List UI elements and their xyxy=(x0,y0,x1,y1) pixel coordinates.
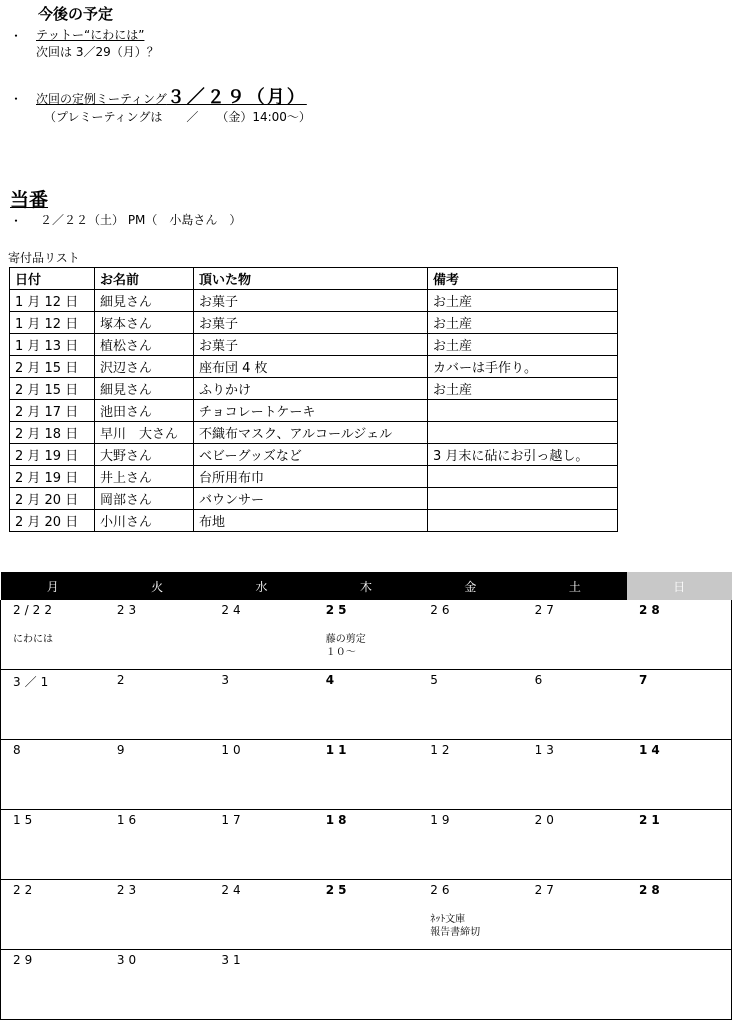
calendar-day xyxy=(627,880,731,950)
day-number: 19 xyxy=(430,813,454,827)
calendar-day xyxy=(314,950,418,1020)
table-row xyxy=(10,488,618,510)
day-number: 15 xyxy=(13,813,37,827)
table-row xyxy=(10,444,618,466)
day-number: 30 xyxy=(116,953,141,967)
meeting-sub: （プレミーティングは ／ （金）14:00〜） xyxy=(44,110,311,124)
event-note: にわには xyxy=(13,634,53,645)
calendar-day xyxy=(105,880,209,950)
schedule-title: 今後の予定 xyxy=(38,5,114,23)
calendar-day xyxy=(1,600,105,670)
header-notes: 備考 xyxy=(428,268,618,290)
cell-date: 2 月 18 日 xyxy=(10,422,95,444)
table-header-row xyxy=(10,268,618,290)
day-number: 2/22 xyxy=(13,603,56,617)
cell-name: 沢辺さん xyxy=(95,356,194,378)
calendar-day xyxy=(523,950,627,1020)
day-number: 28 xyxy=(639,603,664,617)
calendar-day xyxy=(418,600,522,670)
calendar-day xyxy=(627,810,731,880)
table-row xyxy=(10,400,618,422)
day-number: 28 xyxy=(639,883,664,897)
duty-title: 当番 xyxy=(10,189,49,211)
day-number: 24 xyxy=(221,603,245,617)
calendar-day xyxy=(418,810,522,880)
schedule-item-1-sub: 次回は 3／29（月）？ xyxy=(36,45,159,59)
cell-item: お菓子 xyxy=(194,290,428,312)
day-number: 18 xyxy=(325,813,351,827)
weekday-header: 土 xyxy=(523,572,627,600)
calendar-day xyxy=(1,880,105,950)
day-number: 21 xyxy=(639,813,664,827)
cell-name: 塚本さん xyxy=(95,312,194,334)
cell-date: 2 月 15 日 xyxy=(10,378,95,400)
calendar xyxy=(0,572,732,1020)
table-row xyxy=(10,510,618,532)
table-row xyxy=(10,422,618,444)
calendar-day xyxy=(627,950,731,1020)
calendar-day xyxy=(523,810,627,880)
day-number: 27 xyxy=(534,883,558,897)
cell-item: 不織布マスク、アルコールジェル xyxy=(194,422,428,444)
day-number: 22 xyxy=(13,883,37,897)
cell-notes xyxy=(428,400,618,422)
cell-name: 早川 大さん xyxy=(95,422,194,444)
calendar-day xyxy=(105,740,209,810)
day-number: 16 xyxy=(116,813,141,827)
day-number: 9 xyxy=(116,743,129,757)
calendar-day xyxy=(314,740,418,810)
calendar-day xyxy=(1,740,105,810)
cell-notes: お土産 xyxy=(428,312,618,334)
day-number: 14 xyxy=(639,743,664,757)
cell-notes xyxy=(428,422,618,444)
calendar-day xyxy=(627,600,731,670)
bullet: ・ xyxy=(10,214,23,228)
day-number: 25 xyxy=(325,883,351,897)
day-number: 29 xyxy=(13,953,37,967)
cell-item: 座布団 4 枚 xyxy=(194,356,428,378)
calendar-day xyxy=(105,810,209,880)
calendar-day xyxy=(1,670,105,740)
cell-notes: 3 月末に砧にお引っ越し。 xyxy=(428,444,618,466)
day-number: 11 xyxy=(325,743,351,757)
day-number: 12 xyxy=(430,743,454,757)
table-row xyxy=(10,356,618,378)
cell-date: 2 月 20 日 xyxy=(10,510,95,532)
cell-date: 2 月 20 日 xyxy=(10,488,95,510)
day-number: 7 xyxy=(639,673,652,687)
day-number: 8 xyxy=(13,743,25,757)
cell-notes xyxy=(428,488,618,510)
day-number: 27 xyxy=(534,603,558,617)
cell-date: 2 月 19 日 xyxy=(10,444,95,466)
cell-date: 1 月 12 日 xyxy=(10,290,95,312)
weekday-header: 金 xyxy=(418,572,522,600)
calendar-day xyxy=(209,600,313,670)
calendar-header xyxy=(1,572,732,600)
calendar-day xyxy=(209,670,313,740)
cell-item: ベビーグッズなど xyxy=(194,444,428,466)
day-number: 25 xyxy=(325,603,351,617)
day-number: 6 xyxy=(534,673,547,687)
day-number: 17 xyxy=(221,813,245,827)
cell-name: 井上さん xyxy=(95,466,194,488)
calendar-day xyxy=(314,810,418,880)
day-number: 3／1 xyxy=(13,675,53,689)
meeting-label: 次回の定例ミーティング xyxy=(36,92,167,106)
cell-date: 2 月 19 日 xyxy=(10,466,95,488)
calendar-day xyxy=(627,740,731,810)
cell-name: 植松さん xyxy=(95,334,194,356)
day-number: 4 xyxy=(325,673,339,687)
table-row xyxy=(10,378,618,400)
cell-item: バウンサー xyxy=(194,488,428,510)
calendar-day xyxy=(314,670,418,740)
calendar-day xyxy=(418,950,522,1020)
header-date: 日付 xyxy=(10,268,95,290)
table-row xyxy=(10,312,618,334)
cell-name: 細見さん xyxy=(95,378,194,400)
cell-notes xyxy=(428,466,618,488)
donation-table xyxy=(9,267,618,532)
day-number: 3 xyxy=(221,673,233,687)
day-number: 23 xyxy=(116,883,141,897)
calendar-day xyxy=(523,880,627,950)
calendar-week xyxy=(1,950,732,1020)
cell-date: 2 月 17 日 xyxy=(10,400,95,422)
weekday-header: 日 xyxy=(627,572,731,600)
day-number: 20 xyxy=(534,813,558,827)
calendar-day xyxy=(209,950,313,1020)
schedule-item-1: テットー“にわには” xyxy=(36,28,145,42)
calendar-day xyxy=(523,600,627,670)
calendar-day xyxy=(523,740,627,810)
cell-notes: お土産 xyxy=(428,290,618,312)
cell-name: 小川さん xyxy=(95,510,194,532)
day-number: 2 xyxy=(116,673,129,687)
calendar-day xyxy=(314,880,418,950)
cell-date: 1 月 13 日 xyxy=(10,334,95,356)
cell-notes: お土産 xyxy=(428,334,618,356)
cell-name: 細見さん xyxy=(95,290,194,312)
calendar-day xyxy=(418,740,522,810)
header-item: 頂いた物 xyxy=(194,268,428,290)
cell-name: 大野さん xyxy=(95,444,194,466)
calendar-week xyxy=(1,670,732,740)
calendar-day xyxy=(523,670,627,740)
bullet: ・ xyxy=(10,29,23,43)
duty-line: ２／２２（土） PM（ 小島さん ） xyxy=(40,213,242,227)
calendar-day xyxy=(209,740,313,810)
cell-date: 2 月 15 日 xyxy=(10,356,95,378)
calendar-day xyxy=(209,810,313,880)
calendar-week xyxy=(1,810,732,880)
day-number: 10 xyxy=(221,743,245,757)
day-number: 5 xyxy=(430,673,442,687)
day-number: 23 xyxy=(116,603,141,617)
calendar-day xyxy=(209,880,313,950)
day-number: 13 xyxy=(534,743,558,757)
calendar-day xyxy=(1,810,105,880)
calendar-day xyxy=(105,950,209,1020)
donation-caption: 寄付品リスト xyxy=(8,251,80,265)
cell-notes xyxy=(428,510,618,532)
cell-notes: お土産 xyxy=(428,378,618,400)
weekday-header: 火 xyxy=(105,572,209,600)
calendar-day xyxy=(105,600,209,670)
calendar-day xyxy=(627,670,731,740)
header-name: お名前 xyxy=(95,268,194,290)
cell-notes: カバーは手作り。 xyxy=(428,356,618,378)
weekday-header: 木 xyxy=(314,572,418,600)
day-number: 26 xyxy=(430,883,454,897)
day-number: 24 xyxy=(221,883,245,897)
cell-date: 1 月 12 日 xyxy=(10,312,95,334)
calendar-day xyxy=(418,880,522,950)
table-row xyxy=(10,466,618,488)
weekday-header: 水 xyxy=(209,572,313,600)
calendar-week xyxy=(1,600,732,670)
calendar-day xyxy=(105,670,209,740)
cell-item: ふりかけ xyxy=(194,378,428,400)
meeting-date: ３／２９（月） xyxy=(166,87,307,108)
bullet: ・ xyxy=(10,92,23,106)
day-number: 31 xyxy=(221,953,245,967)
day-number: 26 xyxy=(430,603,454,617)
calendar-day xyxy=(1,950,105,1020)
cell-item: 台所用布巾 xyxy=(194,466,428,488)
cell-item: 布地 xyxy=(194,510,428,532)
cell-name: 岡部さん xyxy=(95,488,194,510)
event-note: 藤の剪定 １０〜 xyxy=(325,634,366,658)
cell-name: 池田さん xyxy=(95,400,194,422)
event-note: ﾈｯﾄ文庫 報告書締切 xyxy=(430,914,481,938)
calendar-week xyxy=(1,740,732,810)
meeting-line xyxy=(36,83,307,109)
cell-item: お菓子 xyxy=(194,312,428,334)
table-row xyxy=(10,334,618,356)
table-row xyxy=(10,290,618,312)
calendar-week xyxy=(1,880,732,950)
calendar-day xyxy=(418,670,522,740)
weekday-header: 月 xyxy=(1,572,105,600)
calendar-day xyxy=(314,600,418,670)
cell-item: チョコレートケーキ xyxy=(194,400,428,422)
cell-item: お菓子 xyxy=(194,334,428,356)
